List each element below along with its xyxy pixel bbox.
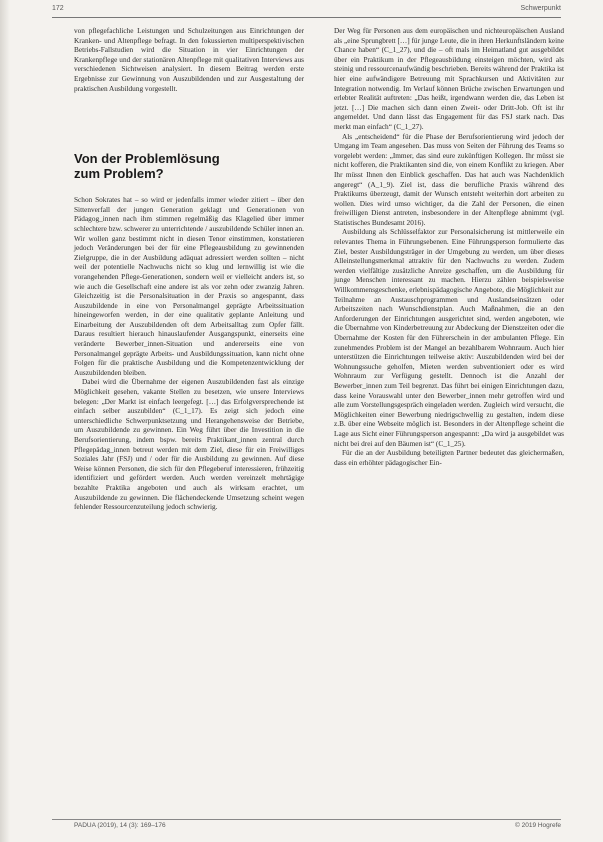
footer-rule [52,819,561,820]
heading-line-2: zum Problem? [74,166,164,182]
body-paragraph: Der Weg für Personen aus dem europäischen und nichteuropäischen Ausland als „eine Sprungbrett […] für junge Leute, die in ihren Herkunftsländern keine Chance haben“ (C_1_27), und die – oft mals im Heimatland gut ausgebildet über ein Praktikum in der Pflegeausbildung einsteigen möchten, wird als steinig und ressourcenaufwändig beschrieben. Bereits während der Praktika ist hier eine aufwändigere Betreuung mit Sprachkursen und Aktivitäten zur Integration notwendig. Im Verlauf können Brüche zwischen Erwartungen und erlebter Realität auftreten: „Das heißt, irgendwann werden die, das Leben ist jetzt. […] Die machen sich dann einen Zweit- oder Dritt-Job. Oft ist ihr angemeldet. Und dann lässt das Engagement für das FSJ stark nach. Das merkt man einfach“ (C_1_27). [334,26,564,131]
section-label: Schwerpunkt [520,5,561,12]
intro-paragraph: von pflegefachliche Leistungen und Schulzeitungen aus Einrichtungen der Kranken- und Altenpflege befragt. In den fokussierten multiperspektivischen Betriebs-Fallstudien wird die Situation in vier Einrichtungen der Krankenpflege und der stationären Altenpflege mit qualitativen Interviews aus verschiedenen Sichtweisen analysiert. In diesem Beitrag werden erste Ergebnisse zur Gewinnung von Auszubildenden und zur Ausgestaltung der praktischen Ausbildung vorgestellt. [74,26,304,93]
body-paragraph: Ausbildung als Schlüsselfaktor zur Personalsicherung ist mittlerweile ein relevantes Thema in Führungsebenen. Eine Führungsperson formulierte das Ziel, bester Ausbildungsträger in der Umgebung zu werden, um über dieses Alleinstellungsmerkmal attraktiv für den Nachwuchs zu werden. Zudem werden vielfältige zusätzliche Anreize geschaffen, um die Ausbildung für junge Menschen interessant zu machen. Hierzu zählen beispielsweise Willkommensgeschenke, erlebnispädagogische Angebote, die Möglichkeit zur Teilnahme an Austauschprogrammen und Auslandseinsätzen oder Arbeitszeiten nach Wunschdienstplan. Auch Maßnahmen, die an den Anforderungen der Einrichtungen ausgerichtet sind, werden angeboten, wie die Übernahme von Kinderbetreuung zur Abdeckung der Dienstzeiten oder die Übernahme der Kosten für den Führerschein in der ambulanten Pflege. Ein zunehmendes Problem ist der Mangel an bezahlbarem Wohnraum. Auch hier unterstützen die Einrichtungen teilweise aktiv: Auszubildenden wird bei der Wohnungssuche geholfen, Mieten werden subventioniert oder es wird Wohnraum zur Verfügung gestellt. Dennoch ist die Anzahl der Bewerber_innen zum Teil begrenzt. Das führt bei einigen Einrichtungen dazu, dass keine Vorauswahl unter den Bewerber_innen mehr getroffen wird und alle zum Vorstellungsgespräch eingeladen werden. Zugleich wird versucht, die Möglichkeiten einer Bewerbung niedrigschwellig zu gestalten, indem diese z.B. über eine Webseite möglich ist. Besonders in der Altenpflege scheint die Lage aus Sicht einer Führungsperson angespannt: „Da wird ja ausgebildet was nicht bei drei auf den Bäumen ist“ (C_1_25). [334,227,564,448]
journal-citation: PADUA (2019), 14 (3): 169–176 [74,822,166,829]
page-number: 172 [52,5,64,12]
body-paragraph: Als „entscheidend“ für die Phase der Berufsorientierung wird jedoch der Umgang im Team angesehen. Das muss von Seiten der Führung des Teams so vorgelebt werden: „Immer, das sind eure zukünftigen Kollegen. Ihr müsst sie nicht kofferen, die Praktikanten sind die, von einem Konflikt zu kriegen. Aber Ihr müsst Ihnen den Einblick geschaffen. Das hat auch was Nachdenklich angeregt“ (A_1_9). Ziel ist, dass die berufliche Praxis während des Praktikums überzeugt, damit der Wunsch entsteht weiterhin dort arbeiten zu wollen. Dies wird umso wichtiger, da die Zahl der Personen, die einen freiwilligen Dienst antreten, insbesondere in der Altenpflege abnimmt (vgl. Statistisches Bundesamt 2016). [334,131,564,227]
scan-edge-shadow [0,0,10,842]
heading-line-1: Von der Problemlösung [74,151,220,167]
right-column [334,26,564,467]
body-paragraph: Für die an der Ausbildung beteiligten Partner bedeutet das gleichermaßen, dass ein erhöhter pädagogischer Ein- [334,448,564,467]
section-heading [74,151,304,181]
publisher-copyright: © 2019 Hogrefe [515,822,561,829]
body-paragraph: Schon Sokrates hat – so wird er jedenfalls immer wieder zitiert – über den Sittenverfall der jungen Generation geklagt und Generationen von Pädagog_innen nach ihm stimmen regelmäßig das Klagelied über immer schlechtere bzw. schwerer zu unterrichtende / auszubildende Schüler innen an. Wir wollen ganz bestimmt nicht in diesen Tenor einstimmen, konstatieren jedoch Veränderungen bei der für eine Pflegeausbildung zu gewinnenden Zielgruppe, die in der Ausbildung adäquat adressiert werden sollten – nicht weil der potentielle Nachwuchs nicht so klug und lernwillig ist wie die vorangehenden Pflege-Generationen, sondern weil er vielleicht anders ist, so wie auch die Gesellschaft eine andere ist als vor zehn oder zwanzig Jahren. Gleichzeitig ist die Personalsituation in der Praxis so angespannt, dass Auszubildende in eine von Personalmangel geprägte Arbeitssituation hineingeworfen werden, in der eine qualitativ geplante Anleitung und Einarbeitung der Auszubildenden oft dem Arbeitsalltag zum Opfer fällt. Daraus resultiert hierauch hinauslaufender Ausgangspunkt, einerseits eine veränderte Bewerber_innen-Situation und andererseits eine von Personalmangel geprägte Arbeits- und Ausbildungssituation, kann nicht ohne Folgen für die praktische Ausbildung und die Kompetenzentwicklung der Auszubildenden bleiben. [74,195,304,377]
header-rule [52,17,561,18]
left-column [74,26,304,512]
running-header [52,5,561,17]
body-paragraph: Dabei wird die Übernahme der eigenen Auszubildenden fast als einzige Möglichkeit gesehen, vakante Stellen zu besetzen, wie unsere Interviews belegen: „Der Markt ist einfach leergefegt. […] das Erfolgversprechende ist einfach selber auszubilden“ (C_1_17). Es zeigt sich jedoch eine unterschiedliche Schwerpunktsetzung und Herangehensweise der Betriebe, um Auszubildende zu gewinnen. Ein Weg führt über die Investition in die Berufsorientierung, indem bspw. bereits Praktikant_innen zentral durch Pflegepädag_innen betreut werden mit dem Ziel, diese für ein Freiwilliges Soziales Jahr (FSJ) und / oder für die Ausbildung zu gewinnen. Auf diese Weise können Personen, die sich für den Pflegeberuf interessieren, frühzeitig identifiziert und gefördert werden. Auch werden vereinzelt mehrtägige bezahlte Praktika angeboten und auch als wirksam erachtet, um Auszubildende zu gewinnen. Die flächendeckende Umsetzung scheint wegen fehlender Ressourcenzuteilung jedoch schwierig. [74,377,304,512]
